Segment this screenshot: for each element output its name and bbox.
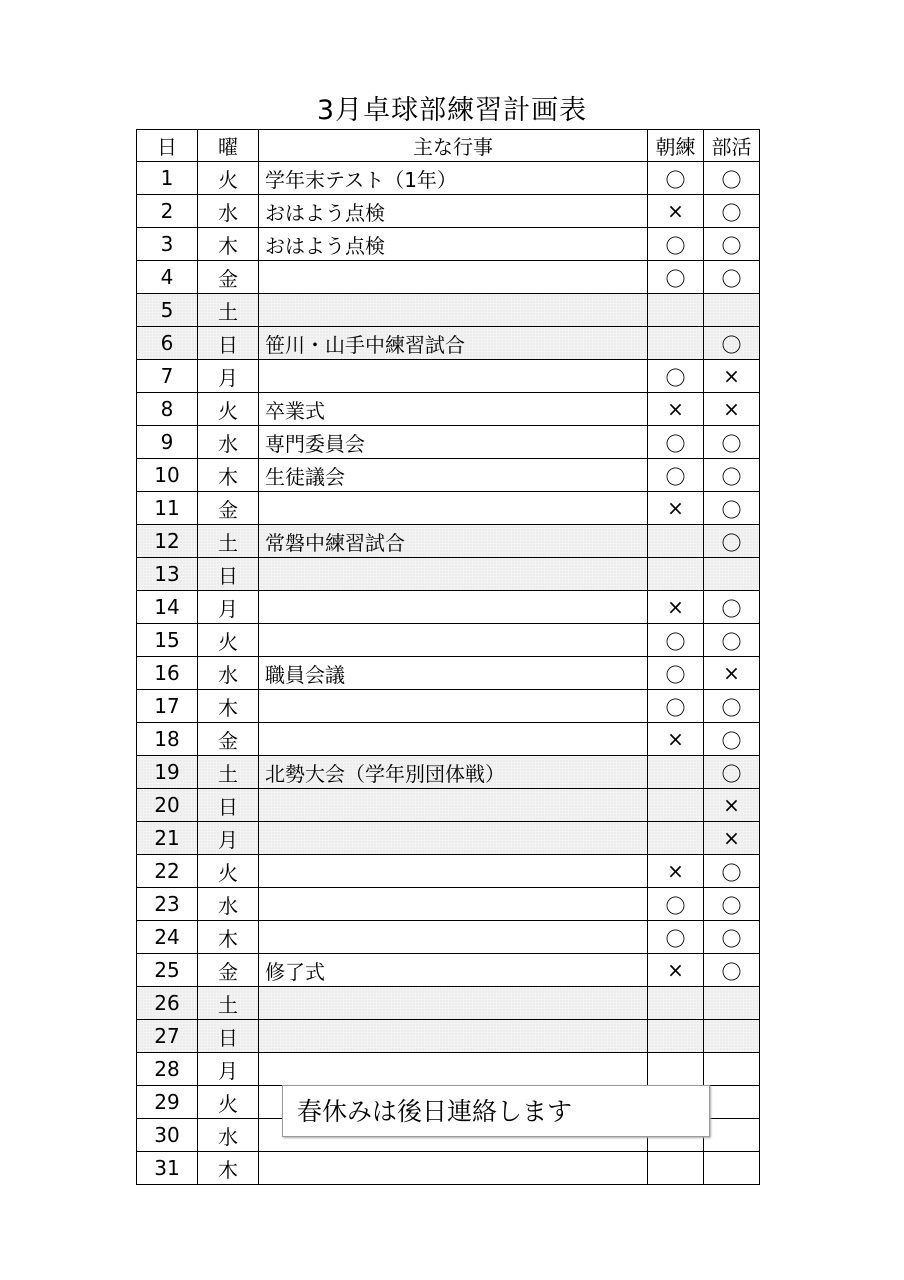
morning-practice-cell bbox=[648, 1152, 704, 1185]
header-weekday: 曜 bbox=[198, 130, 259, 162]
day-cell: 4 bbox=[137, 261, 198, 294]
event-cell bbox=[259, 789, 648, 822]
event-cell bbox=[259, 1152, 648, 1185]
weekday-cell: 月 bbox=[198, 1053, 259, 1086]
event-cell: おはよう点検 bbox=[259, 195, 648, 228]
club-activity-cell: 〇 bbox=[704, 921, 760, 954]
weekday-cell: 月 bbox=[198, 360, 259, 393]
weekday-cell: 日 bbox=[198, 558, 259, 591]
event-cell: 常磐中練習試合 bbox=[259, 525, 648, 558]
morning-practice-cell bbox=[648, 525, 704, 558]
morning-practice-cell: 〇 bbox=[648, 624, 704, 657]
day-cell: 27 bbox=[137, 1020, 198, 1053]
day-cell: 26 bbox=[137, 987, 198, 1020]
day-cell: 15 bbox=[137, 624, 198, 657]
morning-practice-cell: × bbox=[648, 723, 704, 756]
weekday-cell: 火 bbox=[198, 624, 259, 657]
table-row bbox=[137, 195, 760, 228]
event-cell bbox=[259, 888, 648, 921]
club-activity-cell: 〇 bbox=[704, 624, 760, 657]
day-cell: 1 bbox=[137, 162, 198, 195]
club-activity-cell bbox=[704, 1020, 760, 1053]
weekday-cell: 土 bbox=[198, 987, 259, 1020]
day-cell: 9 bbox=[137, 426, 198, 459]
event-cell bbox=[259, 822, 648, 855]
weekday-cell: 火 bbox=[198, 1086, 259, 1119]
club-activity-cell: 〇 bbox=[704, 756, 760, 789]
table-row bbox=[137, 624, 760, 657]
table-row bbox=[137, 228, 760, 261]
day-cell: 30 bbox=[137, 1119, 198, 1152]
event-cell bbox=[259, 690, 648, 723]
day-cell: 12 bbox=[137, 525, 198, 558]
day-cell: 14 bbox=[137, 591, 198, 624]
event-cell bbox=[259, 987, 648, 1020]
club-activity-cell: 〇 bbox=[704, 723, 760, 756]
day-cell: 6 bbox=[137, 327, 198, 360]
morning-practice-cell: 〇 bbox=[648, 228, 704, 261]
event-cell: 修了式 bbox=[259, 954, 648, 987]
table-row bbox=[137, 954, 760, 987]
event-cell: 学年末テスト（1年） bbox=[259, 162, 648, 195]
table-row bbox=[137, 789, 760, 822]
weekday-cell: 水 bbox=[198, 657, 259, 690]
day-cell: 13 bbox=[137, 558, 198, 591]
event-cell bbox=[259, 921, 648, 954]
table-row bbox=[137, 459, 760, 492]
weekday-cell: 木 bbox=[198, 921, 259, 954]
header-morning-practice: 朝練 bbox=[648, 130, 704, 162]
morning-practice-cell: 〇 bbox=[648, 459, 704, 492]
morning-practice-cell bbox=[648, 327, 704, 360]
event-cell bbox=[259, 360, 648, 393]
club-activity-cell: 〇 bbox=[704, 492, 760, 525]
morning-practice-cell: × bbox=[648, 591, 704, 624]
day-cell: 22 bbox=[137, 855, 198, 888]
morning-practice-cell: 〇 bbox=[648, 261, 704, 294]
day-cell: 18 bbox=[137, 723, 198, 756]
table-row bbox=[137, 162, 760, 195]
table-header-row bbox=[137, 130, 760, 162]
club-activity-cell bbox=[704, 558, 760, 591]
club-activity-cell bbox=[704, 1053, 760, 1086]
weekday-cell: 木 bbox=[198, 459, 259, 492]
weekday-cell: 火 bbox=[198, 393, 259, 426]
table-row bbox=[137, 1053, 760, 1086]
morning-practice-cell: 〇 bbox=[648, 921, 704, 954]
day-cell: 2 bbox=[137, 195, 198, 228]
morning-practice-cell: × bbox=[648, 954, 704, 987]
day-cell: 19 bbox=[137, 756, 198, 789]
table-row bbox=[137, 426, 760, 459]
event-cell bbox=[259, 855, 648, 888]
morning-practice-cell bbox=[648, 558, 704, 591]
morning-practice-cell: × bbox=[648, 855, 704, 888]
day-cell: 17 bbox=[137, 690, 198, 723]
morning-practice-cell bbox=[648, 1020, 704, 1053]
day-cell: 10 bbox=[137, 459, 198, 492]
weekday-cell: 金 bbox=[198, 492, 259, 525]
morning-practice-cell: × bbox=[648, 393, 704, 426]
club-activity-cell: 〇 bbox=[704, 888, 760, 921]
club-activity-cell: 〇 bbox=[704, 195, 760, 228]
morning-practice-cell: × bbox=[648, 195, 704, 228]
page-title: 3月卓球部練習計画表 bbox=[316, 95, 588, 126]
day-cell: 5 bbox=[137, 294, 198, 327]
table-row bbox=[137, 921, 760, 954]
notice-box: 春休みは後日連絡します bbox=[282, 1085, 710, 1137]
table-row bbox=[137, 822, 760, 855]
weekday-cell: 金 bbox=[198, 954, 259, 987]
morning-practice-cell bbox=[648, 756, 704, 789]
weekday-cell: 木 bbox=[198, 228, 259, 261]
club-activity-cell: 〇 bbox=[704, 459, 760, 492]
weekday-cell: 木 bbox=[198, 1152, 259, 1185]
weekday-cell: 火 bbox=[198, 162, 259, 195]
weekday-cell: 金 bbox=[198, 261, 259, 294]
club-activity-cell: 〇 bbox=[704, 690, 760, 723]
day-cell: 31 bbox=[137, 1152, 198, 1185]
club-activity-cell bbox=[704, 1152, 760, 1185]
table-row bbox=[137, 1020, 760, 1053]
table-row bbox=[137, 294, 760, 327]
practice-schedule-table bbox=[136, 129, 760, 1185]
event-cell bbox=[259, 294, 648, 327]
table-row bbox=[137, 723, 760, 756]
event-cell: 職員会議 bbox=[259, 657, 648, 690]
header-club-activity: 部活 bbox=[704, 130, 760, 162]
event-cell: 笹川・山手中練習試合 bbox=[259, 327, 648, 360]
morning-practice-cell bbox=[648, 1053, 704, 1086]
day-cell: 24 bbox=[137, 921, 198, 954]
club-activity-cell: 〇 bbox=[704, 954, 760, 987]
event-cell: 生徒議会 bbox=[259, 459, 648, 492]
day-cell: 29 bbox=[137, 1086, 198, 1119]
day-cell: 21 bbox=[137, 822, 198, 855]
club-activity-cell bbox=[704, 294, 760, 327]
morning-practice-cell bbox=[648, 294, 704, 327]
club-activity-cell: 〇 bbox=[704, 855, 760, 888]
morning-practice-cell bbox=[648, 987, 704, 1020]
day-cell: 20 bbox=[137, 789, 198, 822]
header-event: 主な行事 bbox=[259, 130, 648, 162]
weekday-cell: 月 bbox=[198, 591, 259, 624]
club-activity-cell: × bbox=[704, 393, 760, 426]
day-cell: 7 bbox=[137, 360, 198, 393]
table-row bbox=[137, 690, 760, 723]
table-row bbox=[137, 558, 760, 591]
club-activity-cell: 〇 bbox=[704, 591, 760, 624]
event-cell bbox=[259, 1053, 648, 1086]
event-cell: 卒業式 bbox=[259, 393, 648, 426]
event-cell: おはよう点検 bbox=[259, 228, 648, 261]
morning-practice-cell: 〇 bbox=[648, 690, 704, 723]
weekday-cell: 土 bbox=[198, 525, 259, 558]
club-activity-cell: × bbox=[704, 360, 760, 393]
weekday-cell: 日 bbox=[198, 789, 259, 822]
table-row bbox=[137, 657, 760, 690]
table-row bbox=[137, 360, 760, 393]
club-activity-cell: 〇 bbox=[704, 426, 760, 459]
weekday-cell: 土 bbox=[198, 294, 259, 327]
club-activity-cell: 〇 bbox=[704, 525, 760, 558]
weekday-cell: 日 bbox=[198, 1020, 259, 1053]
event-cell bbox=[259, 492, 648, 525]
event-cell bbox=[259, 723, 648, 756]
event-cell: 専門委員会 bbox=[259, 426, 648, 459]
weekday-cell: 水 bbox=[198, 888, 259, 921]
weekday-cell: 火 bbox=[198, 855, 259, 888]
morning-practice-cell: × bbox=[648, 492, 704, 525]
header-day: 日 bbox=[137, 130, 198, 162]
day-cell: 3 bbox=[137, 228, 198, 261]
table-row bbox=[137, 525, 760, 558]
weekday-cell: 木 bbox=[198, 690, 259, 723]
weekday-cell: 金 bbox=[198, 723, 259, 756]
day-cell: 28 bbox=[137, 1053, 198, 1086]
table-row bbox=[137, 591, 760, 624]
day-cell: 25 bbox=[137, 954, 198, 987]
table-row bbox=[137, 492, 760, 525]
event-cell bbox=[259, 1020, 648, 1053]
day-cell: 16 bbox=[137, 657, 198, 690]
table-row bbox=[137, 987, 760, 1020]
table-row bbox=[137, 888, 760, 921]
morning-practice-cell: 〇 bbox=[648, 888, 704, 921]
weekday-cell: 水 bbox=[198, 426, 259, 459]
table-row bbox=[137, 1152, 760, 1185]
weekday-cell: 日 bbox=[198, 327, 259, 360]
day-cell: 8 bbox=[137, 393, 198, 426]
club-activity-cell: 〇 bbox=[704, 162, 760, 195]
club-activity-cell: × bbox=[704, 822, 760, 855]
club-activity-cell: 〇 bbox=[704, 327, 760, 360]
event-cell bbox=[259, 261, 648, 294]
morning-practice-cell: 〇 bbox=[648, 426, 704, 459]
morning-practice-cell: 〇 bbox=[648, 360, 704, 393]
club-activity-cell: 〇 bbox=[704, 228, 760, 261]
club-activity-cell bbox=[704, 987, 760, 1020]
table-row bbox=[137, 261, 760, 294]
event-cell: 北勢大会（学年別団体戦） bbox=[259, 756, 648, 789]
day-cell: 11 bbox=[137, 492, 198, 525]
morning-practice-cell: 〇 bbox=[648, 162, 704, 195]
weekday-cell: 月 bbox=[198, 822, 259, 855]
event-cell bbox=[259, 591, 648, 624]
event-cell bbox=[259, 558, 648, 591]
weekday-cell: 水 bbox=[198, 195, 259, 228]
table-row bbox=[137, 393, 760, 426]
table-row bbox=[137, 756, 760, 789]
morning-practice-cell: 〇 bbox=[648, 657, 704, 690]
table-row bbox=[137, 327, 760, 360]
weekday-cell: 土 bbox=[198, 756, 259, 789]
day-cell: 23 bbox=[137, 888, 198, 921]
club-activity-cell: × bbox=[704, 789, 760, 822]
club-activity-cell bbox=[704, 1086, 760, 1119]
morning-practice-cell bbox=[648, 789, 704, 822]
table-row bbox=[137, 855, 760, 888]
event-cell bbox=[259, 624, 648, 657]
morning-practice-cell bbox=[648, 822, 704, 855]
club-activity-cell: 〇 bbox=[704, 261, 760, 294]
club-activity-cell: × bbox=[704, 657, 760, 690]
weekday-cell: 水 bbox=[198, 1119, 259, 1152]
club-activity-cell bbox=[704, 1119, 760, 1152]
